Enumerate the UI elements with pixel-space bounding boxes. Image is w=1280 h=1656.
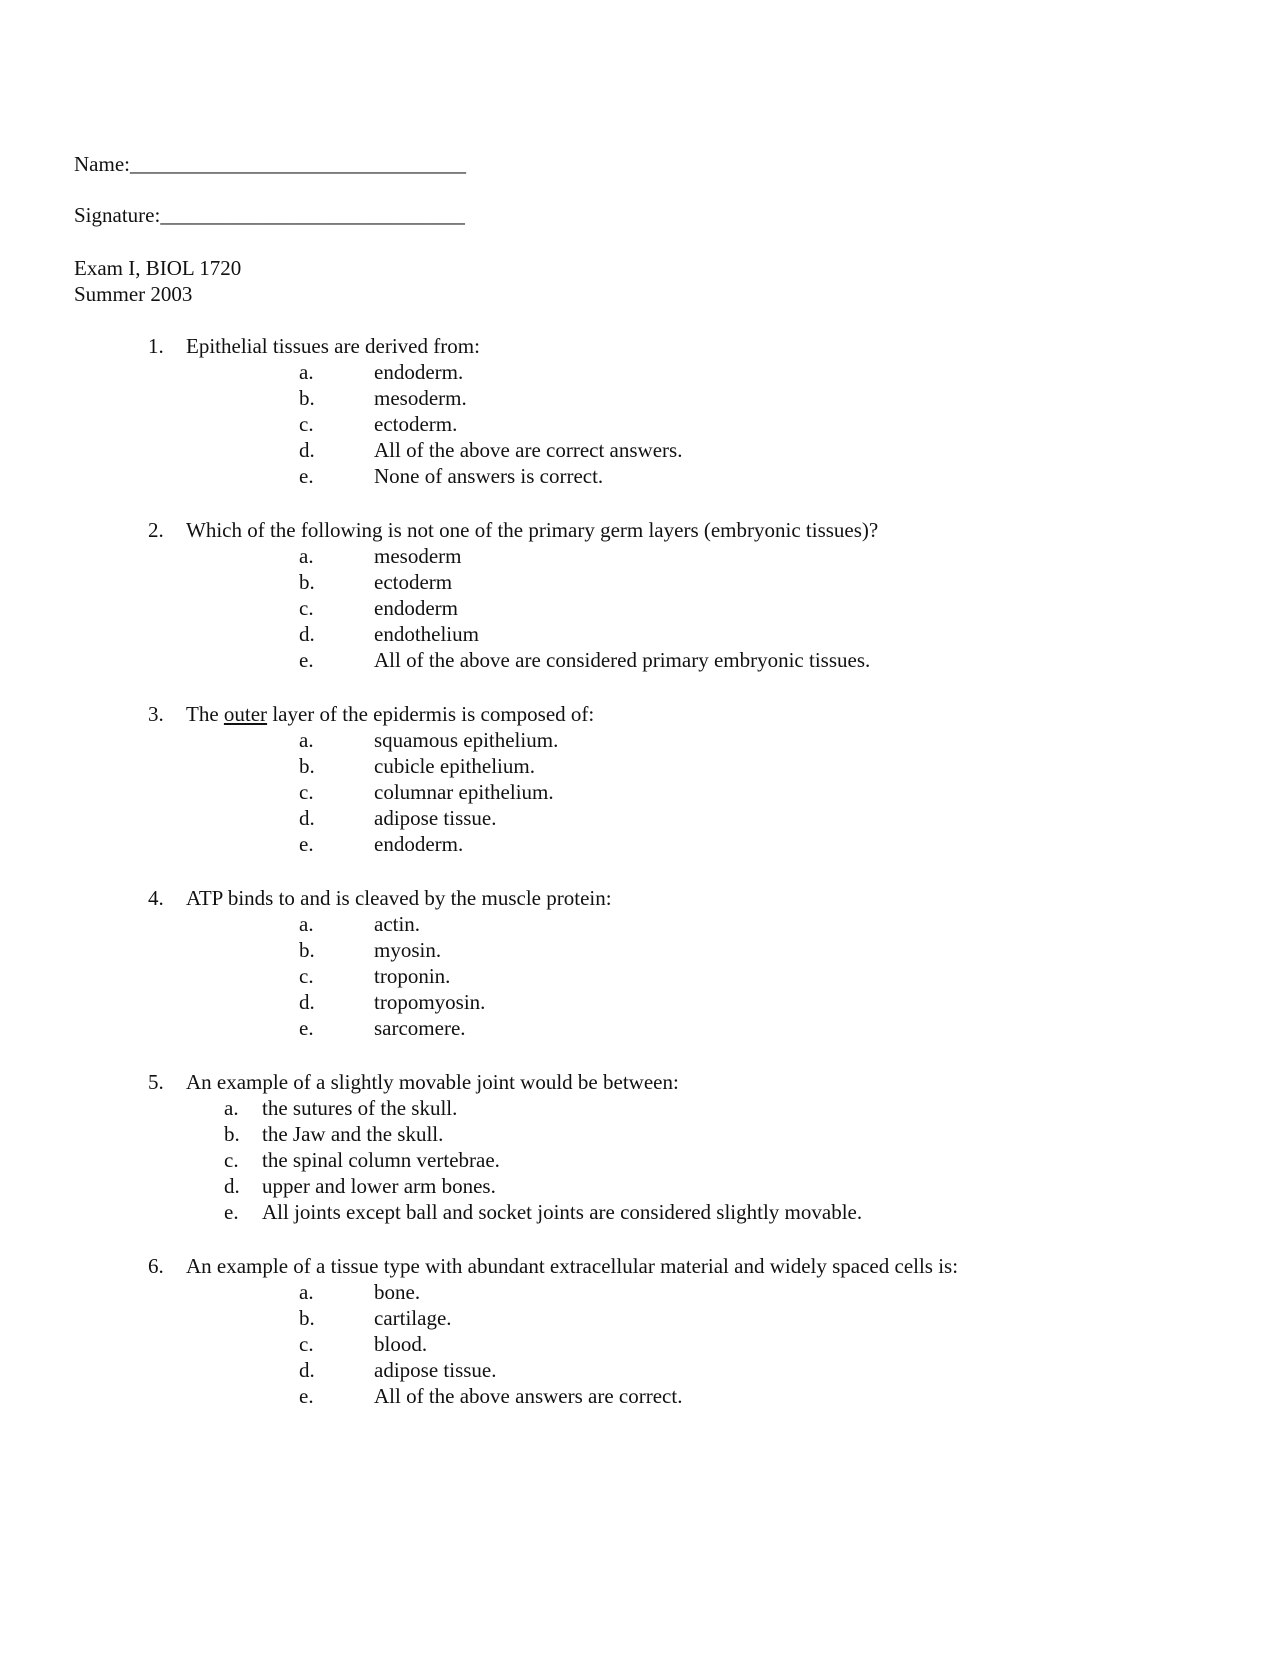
question-text: ATP binds to and is cleaved by the muscle protein:	[186, 886, 612, 910]
option-letter: d.	[299, 990, 315, 1014]
option-text: All joints except ball and socket joints are considered slightly movable.	[262, 1200, 863, 1224]
option-text: endoderm.	[374, 832, 464, 856]
option-text: cartilage.	[374, 1306, 452, 1330]
option-text: the spinal column vertebrae.	[262, 1148, 500, 1172]
option-text: columnar epithelium.	[374, 780, 554, 804]
option-letter: b.	[299, 570, 315, 594]
question-text: Epithelial tissues are derived from:	[186, 334, 480, 358]
option-text: ectoderm.	[374, 412, 458, 436]
exam-term: Summer 2003	[74, 282, 193, 306]
underlined-word: outer	[223, 702, 268, 726]
question-text: An example of a tissue type with abundant extracellular material and widely spaced cells is:	[186, 1254, 959, 1278]
option-letter: d.	[299, 622, 315, 646]
option-letter: b.	[299, 386, 315, 410]
option-letter: d.	[299, 438, 315, 462]
option-text: All of the above are correct answers.	[374, 438, 683, 462]
question-number: 3.	[148, 702, 164, 726]
option-letter: e.	[299, 464, 314, 488]
option-text: All of the above are considered primary embryonic tissues.	[374, 648, 871, 672]
question-text: Which of the following is not one of the primary germ layers (embryonic tissues)?	[186, 518, 879, 542]
exam-title: Exam I, BIOL 1720	[74, 256, 242, 280]
option-text: actin.	[374, 912, 421, 936]
option-text: squamous epithelium.	[374, 728, 559, 752]
option-letter: b.	[299, 938, 315, 962]
option-letter: a.	[299, 544, 314, 568]
option-letter: e.	[299, 832, 314, 856]
question-text	[186, 701, 594, 727]
option-text: adipose tissue.	[374, 1358, 497, 1382]
option-letter: c.	[299, 412, 314, 436]
option-letter: a.	[299, 360, 314, 384]
option-text: the sutures of the skull.	[262, 1096, 458, 1120]
question-text-start: The	[186, 702, 224, 726]
option-letter: a.	[299, 912, 314, 936]
option-text: endothelium	[374, 622, 479, 646]
question-number: 2.	[148, 518, 164, 542]
name-field[interactable]: Name:________________________________	[74, 152, 466, 176]
question-number: 6.	[148, 1254, 164, 1278]
option-text: cubicle epithelium.	[374, 754, 535, 778]
option-letter: a.	[299, 1280, 314, 1304]
option-letter: a.	[224, 1096, 239, 1120]
option-letter: d.	[299, 806, 315, 830]
option-letter: b.	[224, 1122, 240, 1146]
option-text: adipose tissue.	[374, 806, 497, 830]
option-text: sarcomere.	[374, 1016, 466, 1040]
option-letter: d.	[224, 1174, 240, 1198]
option-text: None of answers is correct.	[374, 464, 604, 488]
option-text: tropomyosin.	[374, 990, 486, 1014]
question-number: 5.	[148, 1070, 164, 1094]
option-letter: e.	[299, 1016, 314, 1040]
option-text: the Jaw and the skull.	[262, 1122, 444, 1146]
question-text: An example of a slightly movable joint would be between:	[186, 1070, 679, 1094]
question-text-end: layer of the epidermis is composed of:	[267, 702, 595, 726]
option-letter: d.	[299, 1358, 315, 1382]
option-text: troponin.	[374, 964, 451, 988]
option-text: upper and lower arm bones.	[262, 1174, 496, 1198]
option-letter: b.	[299, 1306, 315, 1330]
option-letter: c.	[299, 1332, 314, 1356]
option-letter: b.	[299, 754, 315, 778]
option-text: endoderm.	[374, 360, 464, 384]
option-text: blood.	[374, 1332, 428, 1356]
option-letter: c.	[299, 780, 314, 804]
option-letter: c.	[299, 964, 314, 988]
option-letter: e.	[224, 1200, 239, 1224]
option-letter: e.	[299, 1384, 314, 1408]
option-text: mesoderm	[374, 544, 462, 568]
question-number: 4.	[148, 886, 164, 910]
option-text: myosin.	[374, 938, 442, 962]
option-letter: c.	[299, 596, 314, 620]
option-letter: c.	[224, 1148, 239, 1172]
option-text: All of the above answers are correct.	[374, 1384, 683, 1408]
signature-field[interactable]: Signature:_____________________________	[74, 203, 465, 227]
question-number: 1.	[148, 334, 164, 358]
option-letter: e.	[299, 648, 314, 672]
option-text: bone.	[374, 1280, 421, 1304]
option-text: mesoderm.	[374, 386, 467, 410]
option-text: ectoderm	[374, 570, 453, 594]
option-text: endoderm	[374, 596, 458, 620]
option-letter: a.	[299, 728, 314, 752]
